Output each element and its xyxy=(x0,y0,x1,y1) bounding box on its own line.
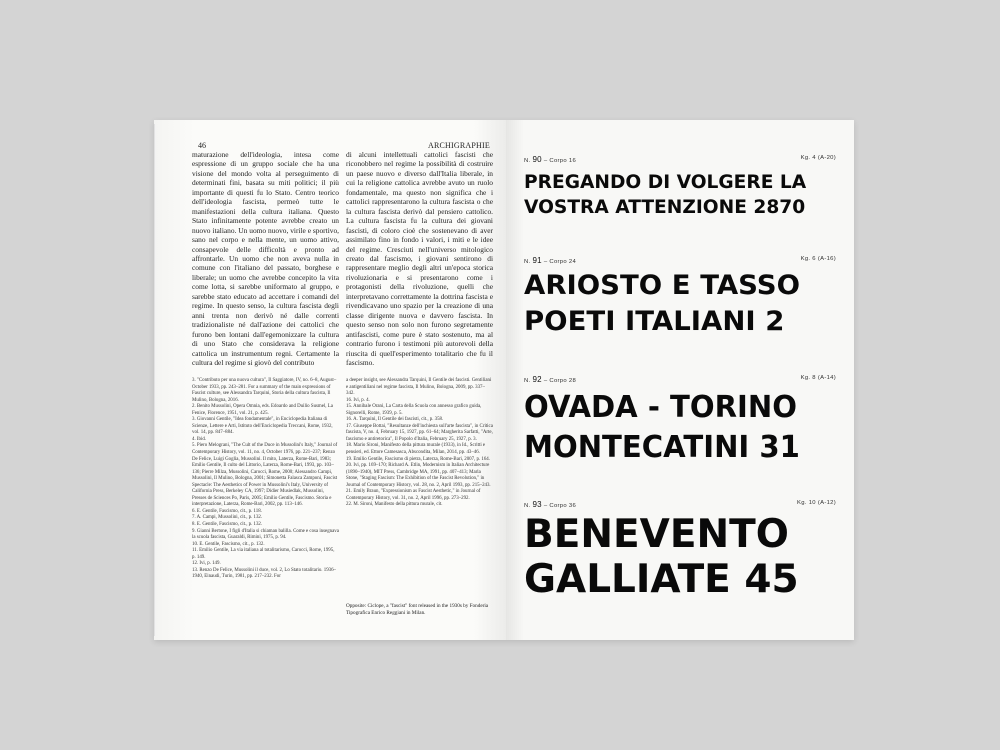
specimen-number-corpo: N. 91 – Corpo 24 xyxy=(524,256,577,265)
specimen-weight: Kg. 10 (A-12) xyxy=(797,500,836,506)
specimen-90 xyxy=(524,155,836,220)
image-caption: Opposite: Ciclope, a "fascist" font released in the 1930s by Fonderia Tipografica Enrico Reggiani in Milan. xyxy=(346,603,489,616)
specimen-weight: Kg. 4 (A-20) xyxy=(800,155,836,161)
specimen-weight: Kg. 6 (A-16) xyxy=(800,256,836,262)
footnote: 11. Emilio Gentile, La via italiana al totalitarismo, Carocci, Rome, 1995, p. 149. xyxy=(192,548,335,560)
specimen-number-corpo: N. 90 – Corpo 16 xyxy=(524,155,577,164)
footnote: 6. E. Gentile, Fascismo, cit., p. 118. xyxy=(192,508,262,514)
footnote: 2. Benito Mussolini, Opera Omnia, eds. Edoardo and Duilio Susmel, La Fenice, Florence, 1951, vol. 21, p. 425. xyxy=(192,404,333,416)
footnote: 13. Renzo De Felice, Mussolini il duce, vol. 2, Lo Stato totalitario. 1936–1940, Einaudi, Turin, 1981, pp. 217–232. For xyxy=(192,567,336,580)
running-head: ARCHIGRAPHIE xyxy=(428,141,490,150)
footnote: 22. M. Sironi, Manifesto della pittura murale, cit. xyxy=(346,502,443,508)
page-number: 46 xyxy=(198,141,206,150)
footnote: 21. Emily Braun, "Expressionism as Fascist Aesthetic," in Journal of Contemporary History, vol. 31, no. 2, April 1996, pp. 273–292. xyxy=(346,489,481,501)
footnote: 17. Giuseppe Bottai, "Resultanze dell'inchiesta sull'arte fascista", in Critica fascista, V, no. 4, February 15, 1927, pp. 61–64; Margherita Sarfatti, "Arte, fascismo e antiretorica", Il Popolo d'Italia, February 25, 1927, p. 3. xyxy=(346,423,493,442)
footnote: 5. Piero Melograni, "The Cult of the Duce in Mussolini's Italy," Journal of Contemporary History, vol. 11, no. 4, October 1976, pp. 221–237; Renzo De Felice, Luigi Goglia, Mussolini. Il mito, Laterza, Rome-Bari, 1983; Emilio Gentile, Il culto del Littorio, Laterza, Rome-Bari, 1993, pp. 103–136; Pierre Milza, Mussolini, Carocci, Rome, 2000; Alessandro Campi, Mussolini, Il Mulino, Bologna, 2001; Simonetta Falasca Zamponi, Fascist Spectacle: The Aesthetics of Power in Mussolini's Italy, University of California Press, Berkeley CA, 1997; Didier Musiedlak, Mussolini, Presses de Sciences Po, Paris, 2005; Emilio Gentile, Fascismo. Storia e interpretazione, Laterza, Rome-Bari, 2002, pp. 113–146. xyxy=(192,443,338,508)
specimen-91 xyxy=(524,256,836,340)
footnote: 19. Emilio Gentile, Fascismo di pietra, Laterza, Rome-Bari, 2007, p. 164. xyxy=(346,456,490,462)
footnote: 20. Ivi, pp. 169–170; Richard A. Etlin, Modernism in Italian Architecture (1890–1940), MIT Press, Cambridge MA, 1991, pp. 407–413; Marla Stone, "Staging Fascism: The Exhibition of the Fascist Revolution," in Journal of Contemporary History, vol. 28, no. 2, April 1993, pp. 215–243. xyxy=(346,463,491,488)
footnote: 7. A. Campi, Mussolini, cit., p. 132. xyxy=(192,515,263,521)
footnotes-column-1 xyxy=(192,378,339,581)
footnote: 15. Annibale Orani, La Carta della Scuola con annesso grafico guida, Signorelli, Rome, 1939, p. 5. xyxy=(346,404,482,416)
footnote: a deeper insight, see Alessandra Tarquini, Il Gentile dei fascisti. Gentiliani e antigentiliani nel regime fascista, Il Mulino, Bologna, 2009, pp. 337–342. xyxy=(346,378,492,397)
footnote: 3. Giovanni Gentile, "Idea fondamentale", in Enciclopedia Italiana di Scienze, Lettere e Arti, Istituto dell'Enciclopedia Treccani, Rome, 1932, vol. 14, pp. 847–884. xyxy=(192,417,333,436)
specimen-line: POETI ITALIANI 2 xyxy=(524,306,785,337)
footnote: 18. Mario Sironi, Manifesto della pittura murale (1933), in Id., Scritti e pensieri, ed. Ettore Camesasca, Abscondita, Milan, 2014, pp. 43–46. xyxy=(346,443,486,456)
specimen-weight: Kg. 8 (A-14) xyxy=(800,375,836,381)
specimen-meta xyxy=(524,375,836,385)
footnote: 3. "Contributo per una nuova cultura", Il Saggiatore, IV, no. 6–8, August–October 1933, pp. 243–281. For a summary of the main expressions of Fascist culture, see Alessandra Tarquini, Storia della cultura fascista, Il Mulino, Bologna, 2016. xyxy=(192,378,337,403)
body-text-column-2: di alcuni intellettuali cattolici fascisti che riconobbero nel regime la possibilità di costruire un paese nuovo e diverso dall'Italia liberale, in cui la religione cattolica avrebbe avuto un ruolo fondamentale, ma questo non significa che i cattolici rappresentarono la cultura fascista o che la cultura fascista derivò dal pensiero cattolico. La cultura fascista fu la cultura dei giovani fascisti, di coloro cioè che sostenevano di aver assimilato fino in fondo i valori, i miti e le idee del regime. Cresciuti nell'universo mitologico creato dal fascismo, i giovani sentirono di rappresentare meglio degli altri un'epoca storica rivoluzionaria e si presentarono come i protagonisti della rivoluzione, quelli che interpretavano correttamente la dottrina fascista e rivendicavano uno spazio per la creazione di una classe dirigente nuova e davvero fascista. In questo senso non solo non furono segretamente antifascisti, come pure è stato sostenuto, ma al contrario furono i testimoni più autorevoli della riuscita di quell'esperimento totalitario che fu il fascismo. xyxy=(346,150,493,367)
specimen-line: OVADA - TORINO xyxy=(524,390,797,425)
footnotes-column-2 xyxy=(346,378,493,509)
footnote: 16. A. Tarquini, Il Gentile dei fascisti, cit., p. 358. xyxy=(346,417,444,423)
footnote: 16. Ivi, p. 4. xyxy=(346,397,370,403)
specimen-line: BENEVENTO xyxy=(524,512,789,557)
specimen-line: PREGANDO DI VOLGERE LA xyxy=(524,171,807,193)
right-page-type-specimen xyxy=(506,120,854,640)
footnote: 12. Ivi, p. 149. xyxy=(192,561,221,567)
specimen-meta xyxy=(524,155,836,165)
specimen-line: ARIOSTO E TASSO xyxy=(524,270,801,301)
footnote: 9. Gianni Bertone, I figli d'Italia si chiaman balilla. Come e cosa insegnava la scuola fascista, Guaraldi, Rimini, 1975, p. 94. xyxy=(192,528,339,541)
specimen-line: GALLIATE 45 xyxy=(524,557,799,602)
book-spread xyxy=(154,120,854,640)
left-page xyxy=(154,120,506,640)
footnote: 4. Ibid. xyxy=(192,436,206,442)
specimen-line: VOSTRA ATTENZIONE 2870 xyxy=(524,196,806,218)
specimen-meta xyxy=(524,256,836,266)
specimen-92 xyxy=(524,375,836,468)
body-text-column-1: maturazione dell'ideologia, intesa come espressione di un gruppo sociale che ha una visione del mondo volta al perseguimento di determinati fini, basata su miti politici; il più importante di questi fu lo Stato. Centro teorico dell'ideologia fascista, permeò tutte le manifestazioni della cultura italiana. Questo Stato infinitamente potente avrebbe creato un nuovo italiano. Un uomo nuovo, virile e sportivo, sano nel corpo e nella mente, un uomo attivo, consapevole delle difficoltà e pronto ad affrontarle. Un uomo che non aveva nulla in comune con l'italiano del passato, borghese e liberale; un uomo che avrebbe concepito la vita come lotta, si sarebbe uniformato al gruppo, e sarebbe stato educato ad accettare i comandi del regime. In questo senso, la cultura fascista degli anni trenta non derivò né dalle correnti tradizionaliste né dall'azione dei cattolici che furono ben lontani dall'egemonizzare la cultura di uno Stato che considerava la religione cattolica un instrumentum regni. Certamente la cultura del regime si giovò del contributo xyxy=(192,150,339,367)
specimen-number-corpo: N. 93 – Corpo 36 xyxy=(524,500,577,509)
specimen-line: MONTECATINI 31 xyxy=(524,430,800,465)
footnote: 8. E. Gentile, Fascismo, cit., p. 132. xyxy=(192,522,263,528)
specimen-93 xyxy=(524,500,836,602)
page-edges xyxy=(154,124,156,636)
footnote: 10. E. Gentile, Fascismo, cit., p. 132. xyxy=(192,541,265,547)
specimen-number-corpo: N. 92 – Corpo 28 xyxy=(524,375,577,384)
specimen-meta xyxy=(524,500,836,510)
